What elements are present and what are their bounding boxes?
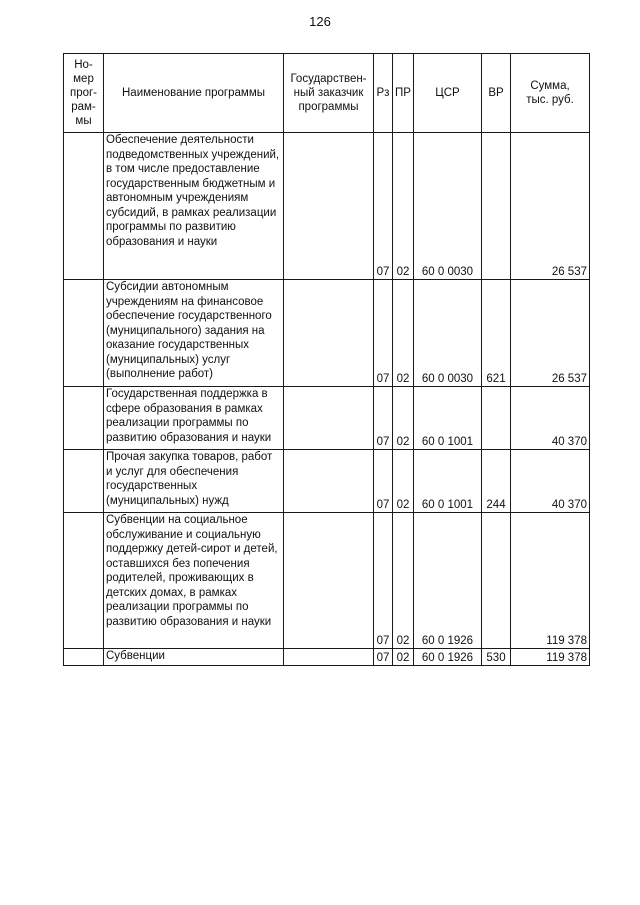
page-number: 126 xyxy=(309,14,331,29)
csr-cell: 60 0 1001 xyxy=(414,450,482,513)
csr-cell: 60 0 0030 xyxy=(414,133,482,280)
csr-cell: 60 0 1926 xyxy=(414,513,482,649)
table-row xyxy=(64,133,590,280)
vr-cell: 621 xyxy=(482,280,511,387)
table-row xyxy=(64,280,590,387)
budget-table xyxy=(63,53,590,666)
rz-cell: 07 xyxy=(374,450,393,513)
program-number-cell xyxy=(64,280,104,387)
csr-cell: 60 0 0030 xyxy=(414,280,482,387)
header-program-name: Наименование программы xyxy=(104,54,284,133)
vr-cell xyxy=(482,387,511,450)
header-row xyxy=(64,54,590,133)
sum-cell: 40 370 xyxy=(511,450,590,513)
sum-cell: 119 378 xyxy=(511,513,590,649)
pr-cell: 02 xyxy=(393,649,414,666)
csr-cell: 60 0 1926 xyxy=(414,649,482,666)
pr-cell: 02 xyxy=(393,513,414,649)
rz-cell: 07 xyxy=(374,649,393,666)
vr-cell: 244 xyxy=(482,450,511,513)
program-name-cell: Прочая закупка товаров, работ и услуг для обеспечения государственных (муниципальных) нужд xyxy=(104,450,284,513)
vr-cell xyxy=(482,513,511,649)
header-sum: Сумма, тыс. руб. xyxy=(511,54,590,133)
header-pr: ПР xyxy=(393,54,414,133)
table-row xyxy=(64,450,590,513)
program-name-cell: Обеспечение деятельности подведомственных учреждений, в том числе предоставление государственным бюджетным и автономным учреждениям субсидий, в рамках реализации программы по развитию образования и науки xyxy=(104,133,284,280)
customer-cell xyxy=(284,387,374,450)
header-program-number: Но- мер прог- рам- мы xyxy=(64,54,104,133)
customer-cell xyxy=(284,450,374,513)
program-name-cell: Субвенции xyxy=(104,649,284,666)
rz-cell: 07 xyxy=(374,133,393,280)
sum-cell: 40 370 xyxy=(511,387,590,450)
program-name-cell: Субсидии автономным учреждениям на финансовое обеспечение государственного (муниципального) задания на оказание государственных (муниципальных) услуг (выполнение работ) xyxy=(104,280,284,387)
customer-cell xyxy=(284,133,374,280)
pr-cell: 02 xyxy=(393,280,414,387)
table-row xyxy=(64,649,590,666)
sum-cell: 26 537 xyxy=(511,280,590,387)
pr-cell: 02 xyxy=(393,450,414,513)
header-state-customer: Государствен- ный заказчик программы xyxy=(284,54,374,133)
sum-cell: 26 537 xyxy=(511,133,590,280)
program-number-cell xyxy=(64,450,104,513)
program-number-cell xyxy=(64,133,104,280)
program-number-cell xyxy=(64,387,104,450)
rz-cell: 07 xyxy=(374,387,393,450)
program-name-cell: Субвенции на социальное обслуживание и социальную поддержку детей-сирот и детей, оставшихся без попечения родителей, проживающих в детских домах, в рамках реализации программы по развитию образования и науки xyxy=(104,513,284,649)
rz-cell: 07 xyxy=(374,280,393,387)
customer-cell xyxy=(284,280,374,387)
pr-cell: 02 xyxy=(393,133,414,280)
vr-cell xyxy=(482,133,511,280)
header-rz: Рз xyxy=(374,54,393,133)
pr-cell: 02 xyxy=(393,387,414,450)
csr-cell: 60 0 1001 xyxy=(414,387,482,450)
rz-cell: 07 xyxy=(374,513,393,649)
program-name-cell: Государственная поддержка в сфере образования в рамках реализации программы по развитию образования и науки xyxy=(104,387,284,450)
table-row xyxy=(64,513,590,649)
customer-cell xyxy=(284,649,374,666)
sum-cell: 119 378 xyxy=(511,649,590,666)
customer-cell xyxy=(284,513,374,649)
vr-cell: 530 xyxy=(482,649,511,666)
table-row xyxy=(64,387,590,450)
program-number-cell xyxy=(64,513,104,649)
header-vr: ВР xyxy=(482,54,511,133)
header-csr: ЦСР xyxy=(414,54,482,133)
program-number-cell xyxy=(64,649,104,666)
